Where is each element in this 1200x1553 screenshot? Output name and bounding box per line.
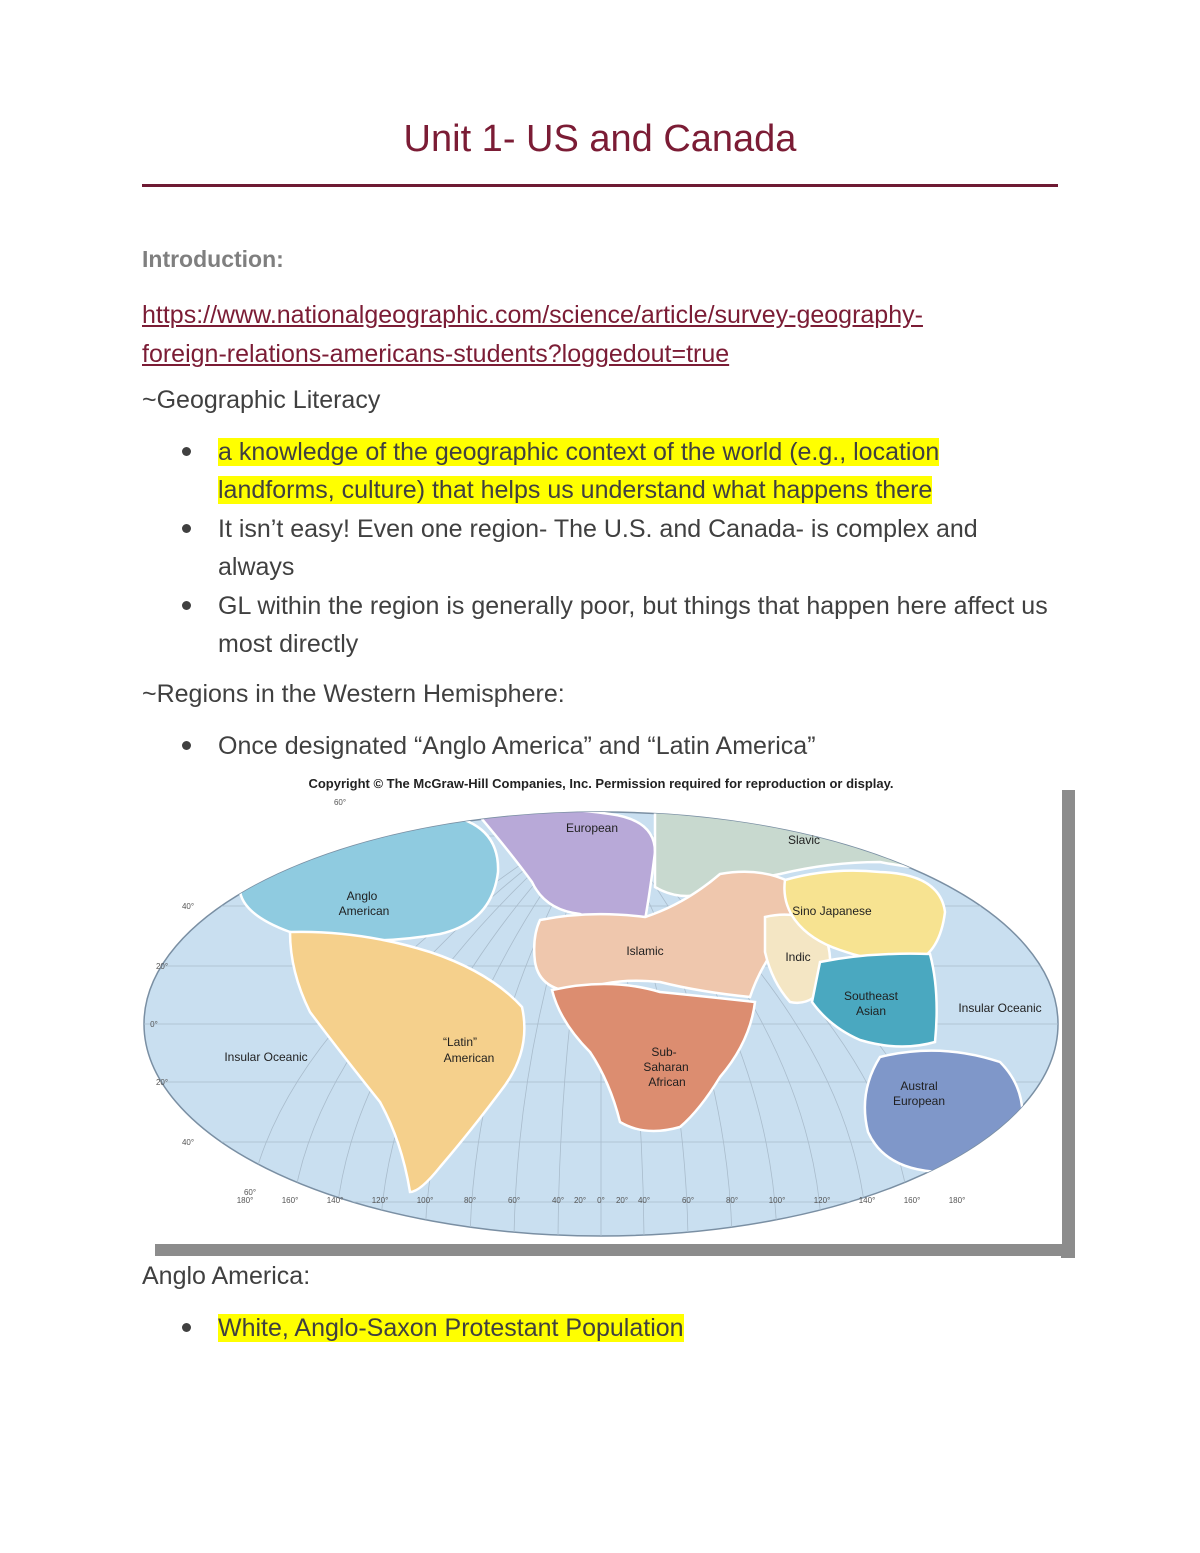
list-item — [142, 727, 1048, 765]
lat-label: 20° — [155, 1078, 169, 1087]
lat-label: 60° — [243, 1188, 257, 1197]
lat-label: 20° — [155, 962, 169, 971]
label-anglo-line1: Anglo — [346, 889, 378, 903]
lon-label: 20° — [615, 1196, 629, 1205]
label-insular-oceanic-west: Insular Oceanic — [224, 1050, 308, 1064]
label-slavic: Slavic — [787, 833, 821, 847]
bullet-icon — [182, 524, 191, 533]
link-line-1[interactable]: https://www.nationalgeographic.com/science/article/survey-geography- — [142, 301, 923, 329]
lon-label: 20° — [573, 1196, 587, 1205]
label-subsaharan-line3: African — [648, 1075, 686, 1089]
introduction-label: Introduction: — [142, 246, 284, 272]
world-regions-map — [140, 792, 1062, 1244]
bullet-icon — [182, 601, 191, 610]
figure-shadow-bottom — [155, 1242, 1075, 1256]
list-item — [142, 587, 1048, 663]
bullet-text: Once designated “Anglo America” and “Latin America” — [218, 732, 816, 760]
lat-label: 0° — [150, 1020, 158, 1029]
map-copyright: Copyright © The McGraw-Hill Companies, Inc. Permission required for reproduction or display. — [308, 776, 894, 791]
lon-label: 40° — [551, 1196, 565, 1205]
label-southeast-line2: Asian — [855, 1004, 887, 1018]
anglo-america-heading: Anglo America: — [142, 1262, 311, 1290]
region-austral-european — [865, 1051, 1023, 1172]
link-line-2[interactable]: foreign-relations-americans-students?loggedout=true — [142, 340, 730, 368]
label-european: European — [565, 821, 619, 835]
label-latin-line1: “Latin” — [442, 1035, 478, 1049]
list-item — [142, 433, 1048, 509]
list-item — [142, 510, 1048, 586]
geographic-literacy-list — [142, 433, 1048, 664]
bullet-text: GL within the region is generally poor, but things that happen here affect us most directly — [218, 592, 1048, 658]
bullet-text: It isn’t easy! Even one region- The U.S. and Canada- is complex and always — [218, 515, 978, 581]
geographic-literacy-heading: ~Geographic Literacy — [142, 386, 381, 414]
introduction-link[interactable] — [142, 296, 1042, 374]
label-indic: Indic — [785, 950, 811, 964]
lon-label: 80° — [725, 1196, 739, 1205]
lon-label: 100° — [416, 1196, 434, 1205]
bullet-text-highlighted: White, Anglo-Saxon Protestant Population — [218, 1314, 684, 1342]
label-subsaharan-line2: Saharan — [643, 1060, 689, 1074]
figure-shadow-right — [1061, 790, 1075, 1258]
label-southeast-line1: Southeast — [843, 989, 899, 1003]
lon-label: 160° — [281, 1196, 299, 1205]
label-sino-japanese: Sino Japanese — [792, 904, 872, 918]
lon-label: 80° — [463, 1196, 477, 1205]
bullet-icon — [182, 1323, 191, 1332]
label-subsaharan-line1: Sub- — [651, 1045, 677, 1059]
region-anglo-american — [240, 813, 498, 940]
lon-label: 60° — [507, 1196, 521, 1205]
lon-label: 0° — [597, 1196, 605, 1205]
label-austral-line2: European — [892, 1094, 946, 1108]
lon-label: 100° — [768, 1196, 786, 1205]
label-latin-line2: American — [443, 1051, 495, 1065]
label-anglo-line2: American — [338, 904, 390, 918]
lon-label: 140° — [326, 1196, 344, 1205]
lon-label: 160° — [903, 1196, 921, 1205]
lat-label: 40° — [181, 902, 195, 911]
lon-label: 140° — [858, 1196, 876, 1205]
bullet-icon — [182, 741, 191, 750]
anglo-america-list — [142, 1309, 1048, 1348]
lon-label: 120° — [371, 1196, 389, 1205]
lat-label: 60° — [333, 798, 347, 807]
lon-label: 180° — [948, 1196, 966, 1205]
regions-list — [142, 727, 1048, 766]
page-title: Unit 1- US and Canada — [403, 118, 797, 160]
lat-label: 40° — [181, 1138, 195, 1147]
title-divider — [142, 184, 1058, 187]
lon-label: 120° — [813, 1196, 831, 1205]
label-austral-line1: Austral — [900, 1079, 938, 1093]
lon-label: 60° — [681, 1196, 695, 1205]
label-islamic: Islamic — [626, 944, 664, 958]
lon-label: 180° — [236, 1196, 254, 1205]
label-insular-oceanic-east: Insular Oceanic — [958, 1001, 1042, 1015]
bullet-icon — [182, 447, 191, 456]
regions-heading: ~Regions in the Western Hemisphere: — [142, 680, 565, 708]
bullet-text-highlighted: a knowledge of the geographic context of the world (e.g., location landforms, culture) that helps us understand what happens there — [218, 438, 940, 504]
list-item — [142, 1309, 1048, 1347]
lon-label: 40° — [637, 1196, 651, 1205]
